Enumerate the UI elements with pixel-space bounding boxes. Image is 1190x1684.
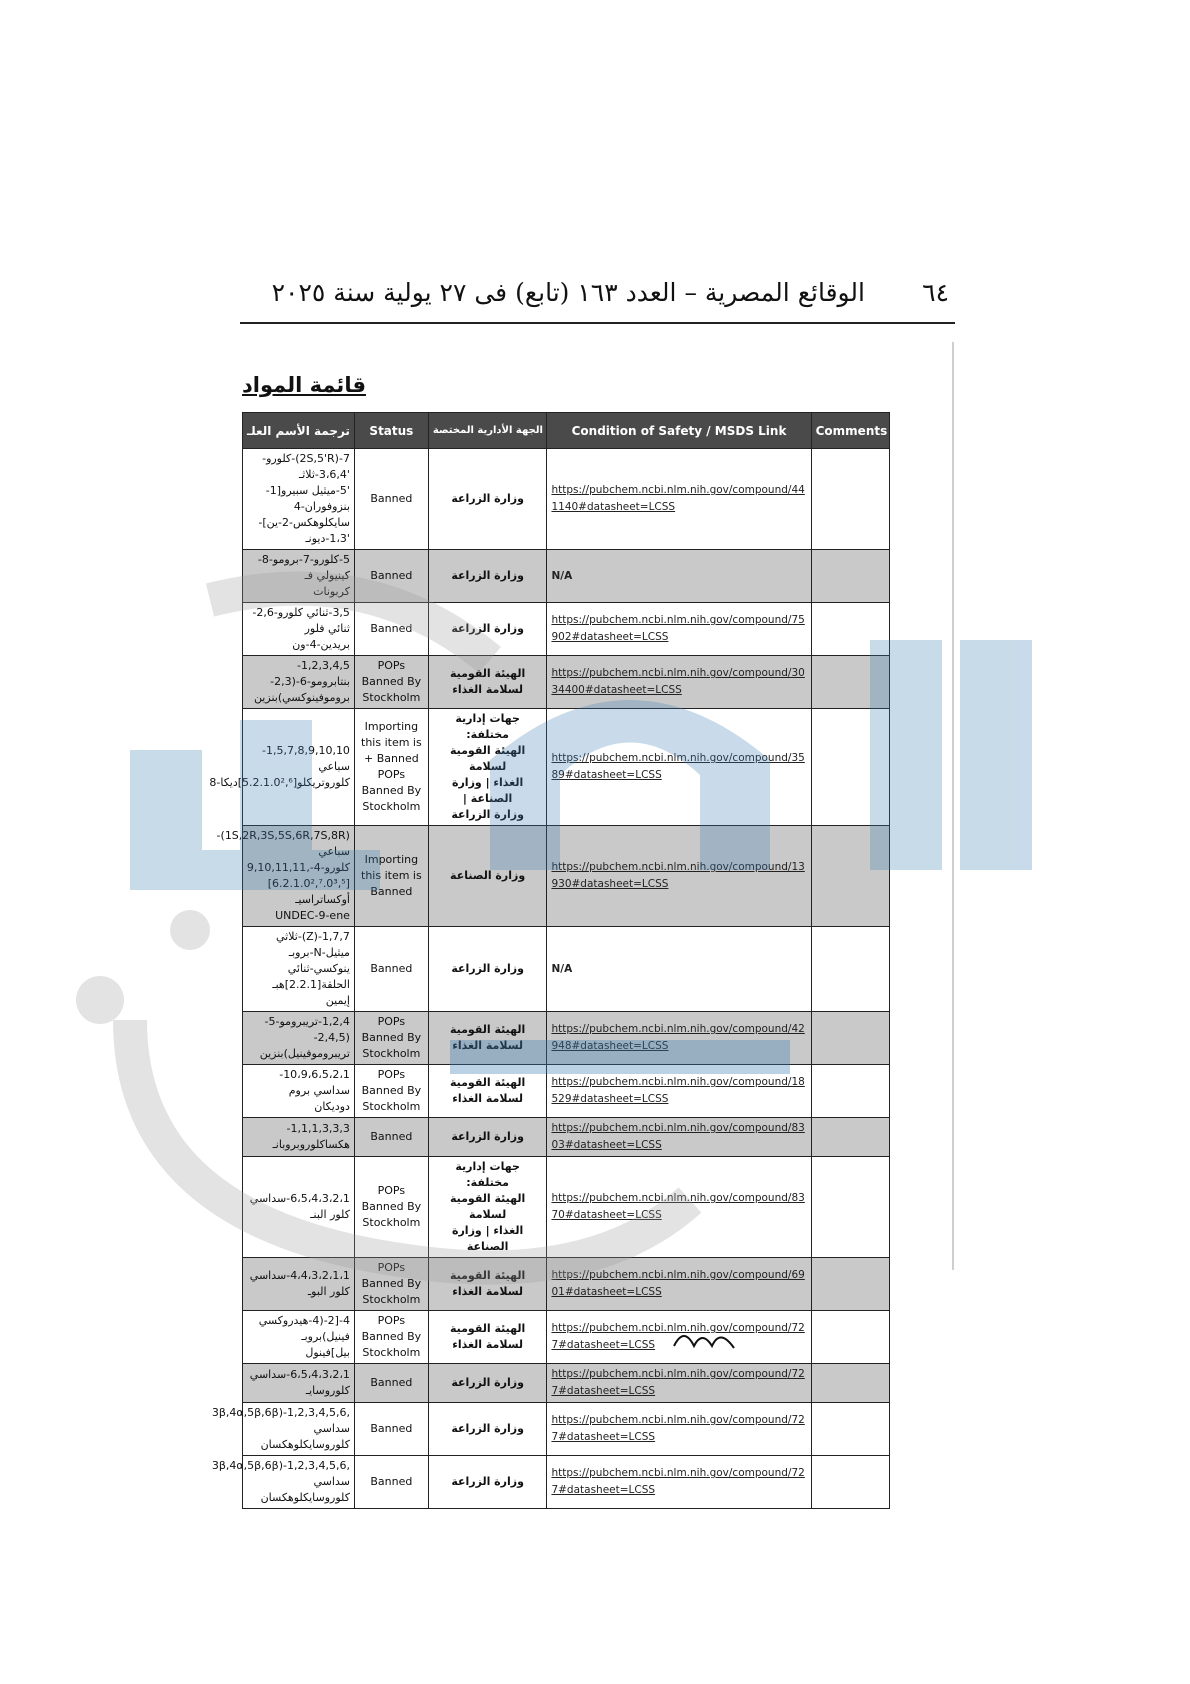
- cell-status: Banned: [354, 1403, 428, 1456]
- cell-status: Banned: [354, 550, 428, 603]
- table-row: [243, 1403, 890, 1456]
- cell-name: 3,5-ثنائي كلورو-2,6-ثنائي فلور بريدين-4-ون: [243, 603, 355, 656]
- cell-comments: [811, 709, 889, 826]
- header-title: الوقائع المصرية – العدد ١٦٣ (تابع) فى ٢٧ يولية سنة ٢٠٢٥: [271, 278, 865, 307]
- cell-name: (1S,2R,3S,5S,6R,7S,8R)- سباعي كلورو-4-,9,10,11,11 [6.2.1.0²,⁷.0³,⁵] أوكساتراسيـ UNDEC-9-ene: [243, 826, 355, 927]
- cell-link[interactable]: https://pubchem.ncbi.nlm.nih.gov/compound/13930#datasheet=LCSS: [547, 826, 811, 927]
- table-row: [243, 1364, 890, 1403]
- col-header-comments: Comments: [811, 413, 889, 449]
- table-row: [243, 1118, 890, 1157]
- cell-comments: [811, 449, 889, 550]
- cell-comments: [811, 1403, 889, 1456]
- cell-comments: [811, 1157, 889, 1258]
- table-header-row: [243, 413, 890, 449]
- table-row: [243, 1456, 890, 1509]
- cell-status: POPs Banned By Stockholm: [354, 1258, 428, 1311]
- cell-comments: [811, 927, 889, 1012]
- table-row: [243, 709, 890, 826]
- table-row: [243, 656, 890, 709]
- cell-status: Banned: [354, 449, 428, 550]
- col-header-authority: الجهة الأدارية المختصة: [428, 413, 547, 449]
- cell-comments: [811, 1065, 889, 1118]
- cell-comments: [811, 1012, 889, 1065]
- cell-authority: الهيئة القومية لسلامة الغذاء: [428, 1311, 547, 1364]
- cell-status: Banned: [354, 1456, 428, 1509]
- header-page-number: ٦٤: [922, 278, 949, 307]
- cell-authority: الهيئة القومية لسلامة الغذاء: [428, 656, 547, 709]
- cell-link[interactable]: https://pubchem.ncbi.nlm.nih.gov/compound/18529#datasheet=LCSS: [547, 1065, 811, 1118]
- cell-comments: [811, 1118, 889, 1157]
- table-row: [243, 1157, 890, 1258]
- table-row: [243, 1065, 890, 1118]
- cell-link[interactable]: https://pubchem.ncbi.nlm.nih.gov/compound/6901#datasheet=LCSS: [547, 1258, 811, 1311]
- cell-link[interactable]: https://pubchem.ncbi.nlm.nih.gov/compound/727#datasheet=LCSS: [547, 1311, 811, 1364]
- cell-authority: وزارة الزراعة: [428, 603, 547, 656]
- cell-authority: وزارة الزراعة: [428, 927, 547, 1012]
- cell-authority: جهات إدارية مختلفة: الهيئة القومية لسلامة الغذاء | وزارة الصناعة | وزارة الزراعة: [428, 709, 547, 826]
- cell-authority: الهيئة القومية لسلامة الغذاء: [428, 1012, 547, 1065]
- cell-status: Banned: [354, 603, 428, 656]
- cell-comments: [811, 1311, 889, 1364]
- cell-name: 4-[2-(4-هيدروكسي فينيل)بروبـ بيل]فينول: [243, 1311, 355, 1364]
- table-row: [243, 449, 890, 550]
- cell-link[interactable]: https://pubchem.ncbi.nlm.nih.gov/compound/441140#datasheet=LCSS: [547, 449, 811, 550]
- page-header: [240, 270, 955, 320]
- cell-name: 10،9،6،5،2،1-سداسي بروم دوديكان: [243, 1065, 355, 1118]
- cell-status: POPs Banned By Stockholm: [354, 1157, 428, 1258]
- cell-name: 1,2,4-تريبرومو-5-(2,4,5- تريبروموفينيل)بنزين: [243, 1012, 355, 1065]
- cell-name: ,3β,4α,5β,6β)-1,2,3,4,5,6 سداسي كلوروسايكلوهكسان: [243, 1456, 355, 1509]
- cell-name: 1,7,7-(Z)-ثلاثي ميثيل-N-بروبـ ينوكسي-ثنائي الحلقة[2.2.1]هبـ إيمين: [243, 927, 355, 1012]
- cell-comments: [811, 1364, 889, 1403]
- cell-link[interactable]: https://pubchem.ncbi.nlm.nih.gov/compound/42948#datasheet=LCSS: [547, 1012, 811, 1065]
- cell-status: POPs Banned By Stockholm: [354, 656, 428, 709]
- table-row: [243, 550, 890, 603]
- cell-name: 1,2,3,4,5-بنتابرومو-6-(2,3- بروموفينوكسي)بنزين: [243, 656, 355, 709]
- cell-link[interactable]: https://pubchem.ncbi.nlm.nih.gov/compound/727#datasheet=LCSS: [547, 1403, 811, 1456]
- cell-comments: [811, 550, 889, 603]
- cell-status: Importing this item is + Banned POPs Banned By Stockholm: [354, 709, 428, 826]
- cell-authority: وزارة الزراعة: [428, 1118, 547, 1157]
- cell-authority: وزارة الزراعة: [428, 1456, 547, 1509]
- materials-table: [209, 412, 890, 1509]
- cell-authority: وزارة الزراعة: [428, 449, 547, 550]
- cell-name: 1,1,1,3,3,3-هكساكلوروبروبانـ: [243, 1118, 355, 1157]
- scan-edge: [952, 342, 954, 1270]
- table-row: [243, 1311, 890, 1364]
- cell-status: Importing this item is Banned: [354, 826, 428, 927]
- cell-comments: [811, 826, 889, 927]
- cell-link[interactable]: https://pubchem.ncbi.nlm.nih.gov/compound/3589#datasheet=LCSS: [547, 709, 811, 826]
- cell-authority: وزارة الزراعة: [428, 1403, 547, 1456]
- table-row: [243, 927, 890, 1012]
- cell-authority: الهيئة القومية لسلامة الغذاء: [428, 1065, 547, 1118]
- cell-link[interactable]: https://pubchem.ncbi.nlm.nih.gov/compound/75902#datasheet=LCSS: [547, 603, 811, 656]
- header-rule: [240, 322, 955, 324]
- table-row: [243, 1258, 890, 1311]
- cell-link: N/A: [547, 927, 811, 1012]
- cell-status: Banned: [354, 927, 428, 1012]
- cell-authority: جهات إدارية مختلفة: الهيئة القومية لسلامة الغذاء | وزارة الصناعة: [428, 1157, 547, 1258]
- table-row: [243, 603, 890, 656]
- cell-comments: [811, 656, 889, 709]
- cell-status: POPs Banned By Stockholm: [354, 1311, 428, 1364]
- cell-name: ,3β,4α,5β,6β)-1,2,3,4,5,6 سداسي كلوروسايكلوهكسان: [243, 1403, 355, 1456]
- cell-status: Banned: [354, 1364, 428, 1403]
- col-header-status: Status: [354, 413, 428, 449]
- cell-name: 6،5،4،3،2،1-سداسي كلور البنـ: [243, 1157, 355, 1258]
- cell-comments: [811, 1258, 889, 1311]
- cell-comments: [811, 1456, 889, 1509]
- col-header-name: ترجمة الأسم العلـ: [243, 413, 355, 449]
- table-row: [243, 826, 890, 927]
- cell-link[interactable]: https://pubchem.ncbi.nlm.nih.gov/compound/3034400#datasheet=LCSS: [547, 656, 811, 709]
- cell-name: 6،5،4،3،2،1-سداسي كلوروسايـ: [243, 1364, 355, 1403]
- list-title: قائمة المواد: [242, 373, 366, 397]
- cell-status: Banned: [354, 1118, 428, 1157]
- cell-link[interactable]: https://pubchem.ncbi.nlm.nih.gov/compound/8303#datasheet=LCSS: [547, 1118, 811, 1157]
- cell-name: 5-كلورو-7-برومو-8-كينيولي فـ كربونات: [243, 550, 355, 603]
- cell-authority: وزارة الصناعة: [428, 826, 547, 927]
- cell-link[interactable]: https://pubchem.ncbi.nlm.nih.gov/compound/727#datasheet=LCSS: [547, 1456, 811, 1509]
- cell-name: 7-(2S,5'R)-كلورو-'3،6,4-ثلاثـ '5-ميثيل سبيرو[1-بنزوفوران-4 سايكلوهكس-2-ين]-'1،3-ديونـ: [243, 449, 355, 550]
- cell-comments: [811, 603, 889, 656]
- cell-link: N/A: [547, 550, 811, 603]
- cell-link[interactable]: https://pubchem.ncbi.nlm.nih.gov/compound/8370#datasheet=LCSS: [547, 1157, 811, 1258]
- cell-link[interactable]: https://pubchem.ncbi.nlm.nih.gov/compound/727#datasheet=LCSS: [547, 1364, 811, 1403]
- table-row: [243, 1012, 890, 1065]
- cell-status: POPs Banned By Stockholm: [354, 1012, 428, 1065]
- cell-status: POPs Banned By Stockholm: [354, 1065, 428, 1118]
- cell-authority: الهيئة القومية لسلامة الغذاء: [428, 1258, 547, 1311]
- cell-authority: وزارة الزراعة: [428, 550, 547, 603]
- cell-name: 1,5,7,8,9,10,10-سباعي كلوروتريكلو[5.2.1.0²,⁶]ديكا-8: [243, 709, 355, 826]
- cell-name: 4،4،3،2،1،1-سداسي كلور البوـ: [243, 1258, 355, 1311]
- cell-authority: وزارة الزراعة: [428, 1364, 547, 1403]
- col-header-link: Condition of Safety / MSDS Link: [547, 413, 811, 449]
